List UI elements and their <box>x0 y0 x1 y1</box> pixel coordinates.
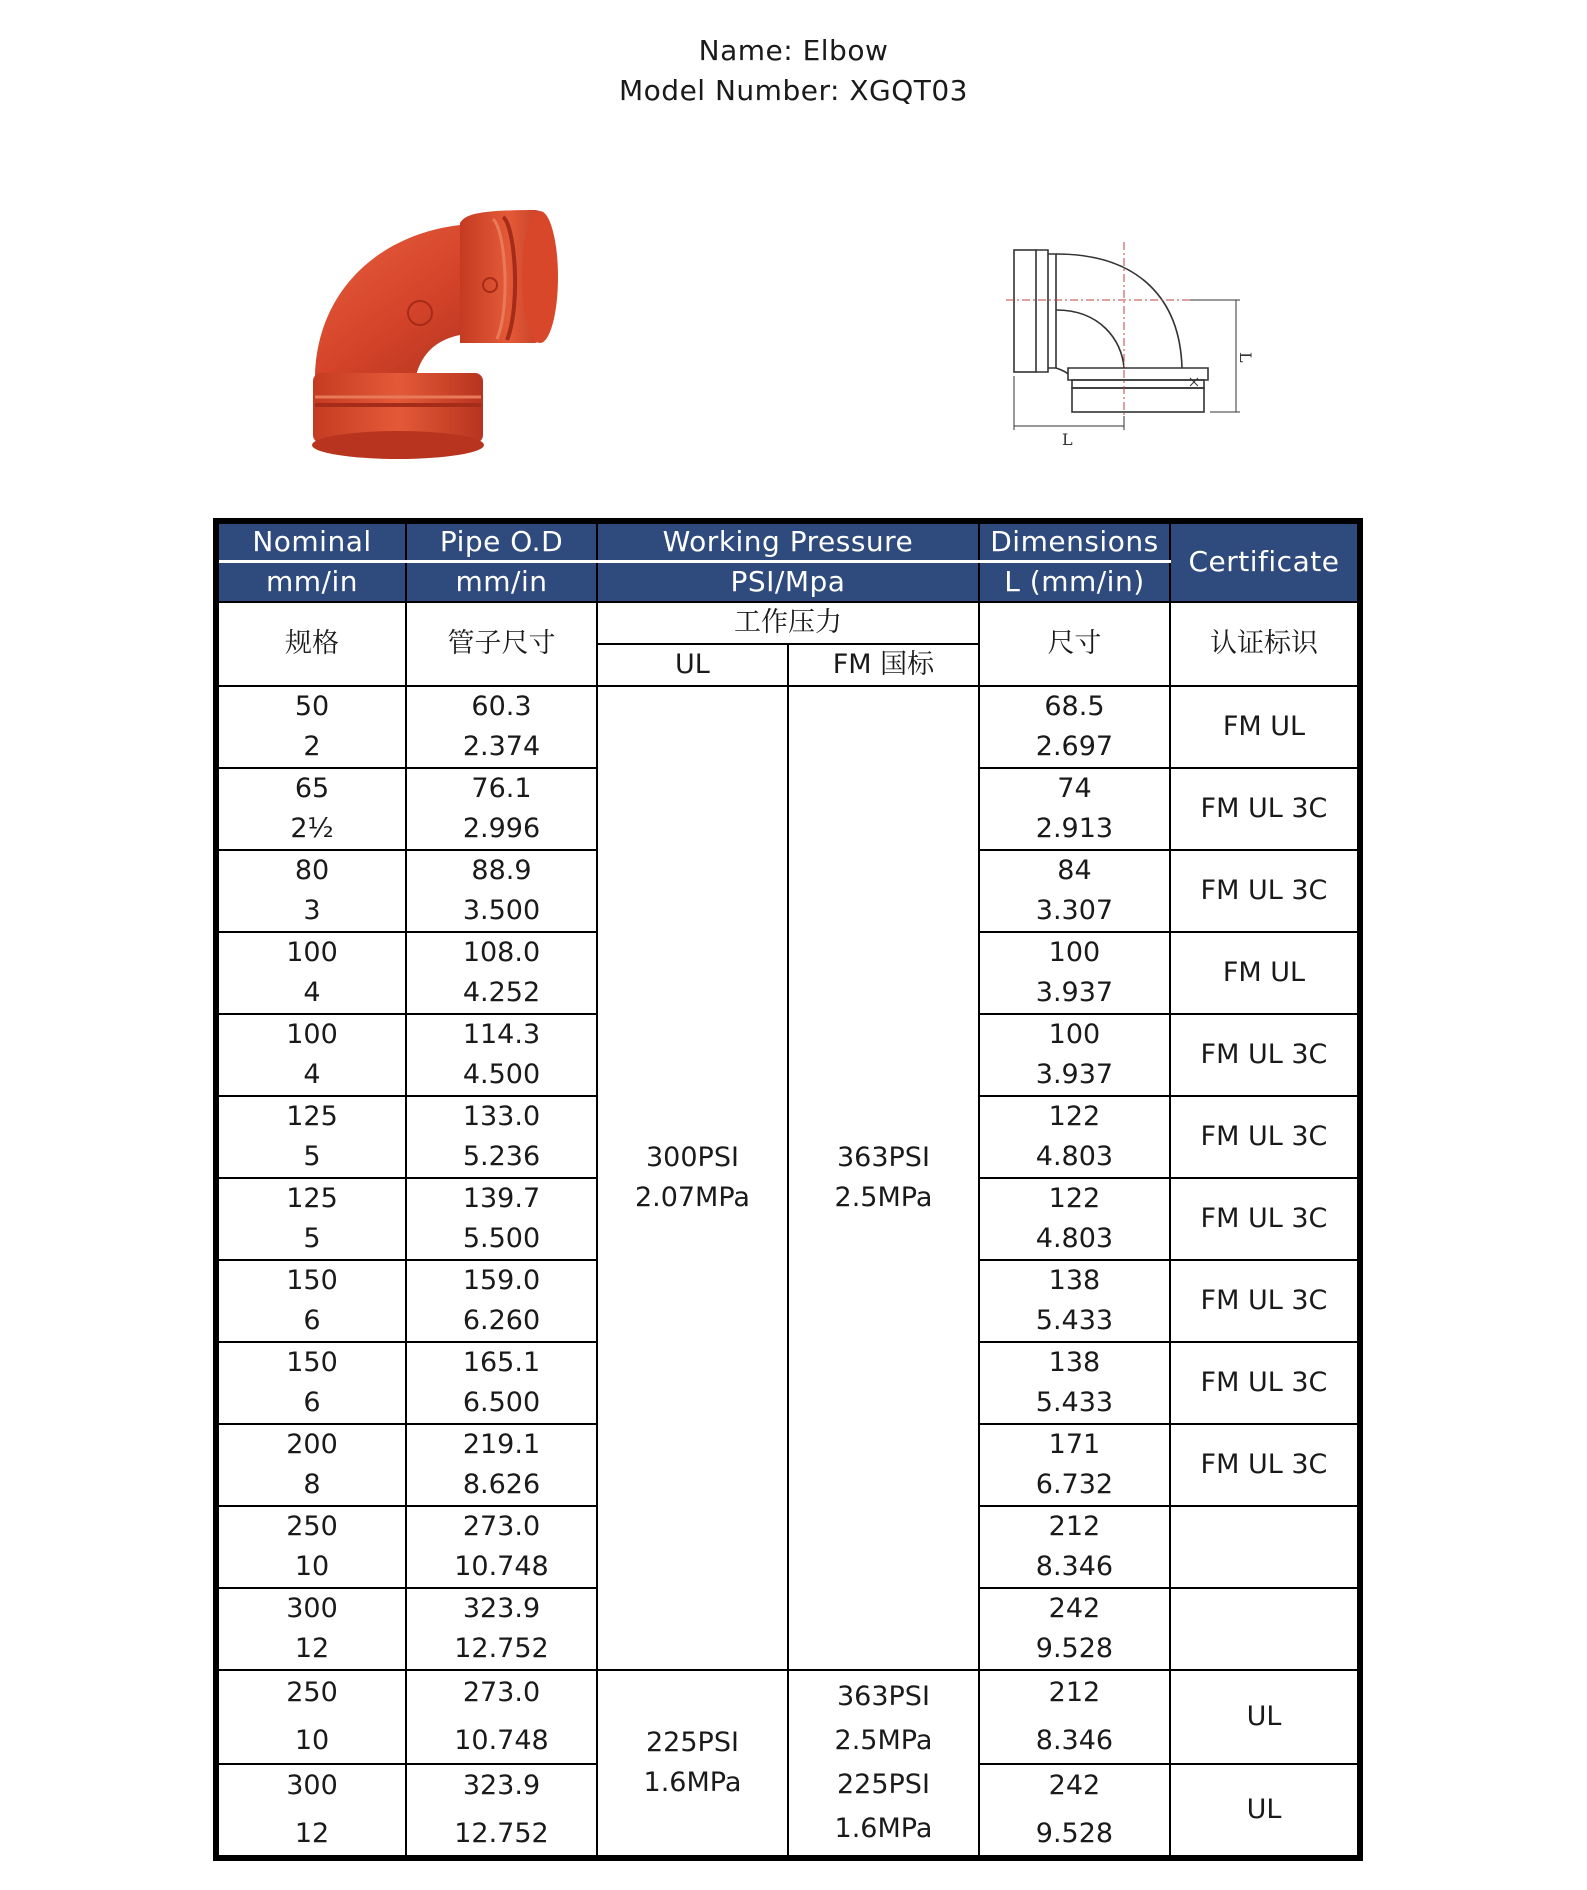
pressure-line: 1.6MPa <box>643 1766 742 1798</box>
cell-line: 5 <box>303 1140 321 1172</box>
cell-line: 2.913 <box>1035 812 1114 844</box>
cell-line: 3.937 <box>1035 1058 1114 1090</box>
cell-line: 122 <box>1048 1182 1101 1214</box>
cell-line: 125 <box>286 1182 338 1214</box>
cell-line: 5.500 <box>462 1222 541 1254</box>
cell-line: 9.528 <box>1035 1817 1114 1849</box>
pipe-od-cell <box>406 686 597 768</box>
cell-line: 6 <box>303 1304 321 1336</box>
nominal-header: Nominal <box>216 521 406 562</box>
cell-line: 242 <box>1048 1769 1101 1801</box>
certificate-cell: FM UL 3C <box>1170 768 1360 850</box>
dimensions-unit: L (mm/in) <box>979 562 1170 602</box>
cell-line: 159.0 <box>462 1264 541 1296</box>
cell-line: 6.500 <box>462 1386 541 1418</box>
cn-certificate: 认证标识 <box>1170 602 1360 686</box>
cell-line: 2½ <box>290 812 334 844</box>
cell-line: 212 <box>1048 1676 1101 1708</box>
model-number <box>0 74 1587 107</box>
cell-line: 12 <box>294 1632 330 1664</box>
certificate-cell: UL <box>1170 1670 1360 1764</box>
pressure-line: 363PSI <box>836 1680 930 1712</box>
certificate-cell: FM UL 3C <box>1170 1342 1360 1424</box>
certificate-cell <box>1170 1588 1360 1670</box>
nominal-cell <box>216 932 406 1014</box>
pipe-od-cell <box>406 1588 597 1670</box>
cell-line: 10 <box>294 1550 330 1582</box>
name-value: Elbow <box>802 34 889 67</box>
pressure-line: 2.5MPa <box>834 1724 933 1756</box>
cell-line: 2 <box>303 730 321 762</box>
model-value: XGQT03 <box>849 74 968 107</box>
cell-line: 9.528 <box>1035 1632 1114 1664</box>
nominal-cell <box>216 850 406 932</box>
cell-line: 242 <box>1048 1592 1101 1624</box>
cell-line: 2.697 <box>1035 730 1114 762</box>
cell-line: 250 <box>286 1510 338 1542</box>
dim-label-vertical: L <box>1236 352 1255 363</box>
cell-line: 212 <box>1048 1510 1101 1542</box>
cell-line: 122 <box>1048 1100 1101 1132</box>
cell-line: 10.748 <box>454 1724 549 1756</box>
nominal-unit: mm/in <box>216 562 406 602</box>
pressure-line: 2.5MPa <box>834 1181 933 1213</box>
certificate-cell: FM UL <box>1170 686 1360 768</box>
cell-line: 3.937 <box>1035 976 1114 1008</box>
dimension-cell <box>979 1764 1170 1858</box>
dimension-cell <box>979 768 1170 850</box>
cell-line: 6.260 <box>462 1304 541 1336</box>
cell-line: 8.626 <box>462 1468 541 1500</box>
model-label: Model Number: <box>619 74 840 107</box>
cell-line: 150 <box>286 1346 338 1378</box>
cell-line: 4.803 <box>1035 1140 1114 1172</box>
dimension-cell <box>979 932 1170 1014</box>
cell-line: 219.1 <box>462 1428 541 1460</box>
certificate-cell: FM UL 3C <box>1170 1260 1360 1342</box>
nominal-cell <box>216 1588 406 1670</box>
cell-line: 125 <box>286 1100 338 1132</box>
cell-line: 88.9 <box>471 854 532 886</box>
dimension-cell <box>979 1670 1170 1764</box>
pressure-line: 2.07MPa <box>634 1181 750 1213</box>
pressure-line: 1.6MPa <box>834 1812 933 1844</box>
pipe-od-unit: mm/in <box>406 562 597 602</box>
cell-line: 4.500 <box>462 1058 541 1090</box>
nominal-cell <box>216 686 406 768</box>
spec-table <box>213 518 1363 1861</box>
nominal-cell <box>216 1014 406 1096</box>
cell-line: 2.374 <box>462 730 541 762</box>
dimension-cell <box>979 1588 1170 1670</box>
pipe-od-cell <box>406 1764 597 1858</box>
nominal-cell <box>216 1260 406 1342</box>
cell-line: 6.732 <box>1035 1468 1114 1500</box>
cell-line: 200 <box>286 1428 338 1460</box>
cell-line: 10.748 <box>454 1550 549 1582</box>
cell-line: 2.996 <box>462 812 541 844</box>
pipe-od-cell <box>406 1506 597 1588</box>
cn-working-pressure: 工作压力 <box>597 602 979 644</box>
pipe-od-cell <box>406 768 597 850</box>
working-pressure-unit: PSI/Mpa <box>597 562 979 602</box>
dimension-cell <box>979 1178 1170 1260</box>
pressure-line: 363PSI <box>836 1141 930 1173</box>
cell-line: 12.752 <box>454 1817 549 1849</box>
table-row <box>216 1670 1360 1764</box>
pressure-line: 300PSI <box>646 1141 739 1173</box>
elbow-photo-icon <box>285 205 605 475</box>
dimension-cell <box>979 1014 1170 1096</box>
cell-line: 84 <box>1057 854 1092 886</box>
dim-label-horizontal: L <box>1062 430 1073 449</box>
cell-line: 273.0 <box>462 1676 541 1708</box>
cell-line: 3.500 <box>462 894 541 926</box>
dimension-cell <box>979 1506 1170 1588</box>
dimensions-header: Dimensions <box>979 521 1170 562</box>
cell-line: 68.5 <box>1044 690 1105 722</box>
pipe-od-cell <box>406 1670 597 1764</box>
cell-line: 50 <box>294 690 330 722</box>
cell-line: 108.0 <box>462 936 541 968</box>
cell-line: 139.7 <box>462 1182 541 1214</box>
cell-line: 8.346 <box>1035 1550 1114 1582</box>
cell-line: 4 <box>303 1058 321 1090</box>
certificate-cell: FM UL 3C <box>1170 1424 1360 1506</box>
pipe-od-cell <box>406 1014 597 1096</box>
cell-line: 60.3 <box>471 690 532 722</box>
cn-nominal: 规格 <box>216 602 406 686</box>
cell-line: 8.346 <box>1035 1724 1114 1756</box>
certificate-cell: FM UL 3C <box>1170 1014 1360 1096</box>
working-pressure-header: Working Pressure <box>597 521 979 562</box>
product-name <box>0 34 1587 67</box>
pipe-od-cell <box>406 1260 597 1342</box>
cell-line: 100 <box>286 1018 338 1050</box>
pipe-od-cell <box>406 1096 597 1178</box>
cell-line: 6 <box>303 1386 321 1418</box>
pipe-od-cell <box>406 850 597 932</box>
cell-line: 100 <box>1048 936 1101 968</box>
pipe-od-header: Pipe O.D <box>406 521 597 562</box>
cell-line: 138 <box>1048 1264 1101 1296</box>
cell-line: 80 <box>294 854 330 886</box>
cell-line: 12.752 <box>454 1632 549 1664</box>
nominal-cell <box>216 1670 406 1764</box>
nominal-cell <box>216 768 406 850</box>
cell-line: 114.3 <box>462 1018 541 1050</box>
dimension-cell <box>979 850 1170 932</box>
cell-line: 100 <box>286 936 338 968</box>
cn-fm: FM 国标 <box>788 644 979 686</box>
cn-pipe-od: 管子尺寸 <box>406 602 597 686</box>
cell-line: 5.433 <box>1035 1304 1114 1336</box>
cell-line: 74 <box>1057 772 1092 804</box>
certificate-cell: FM UL 3C <box>1170 1096 1360 1178</box>
pipe-od-cell <box>406 1424 597 1506</box>
dimension-cell <box>979 1260 1170 1342</box>
dimension-cell <box>979 1096 1170 1178</box>
cell-line: 323.9 <box>462 1592 541 1624</box>
certificate-cell <box>1170 1506 1360 1588</box>
cell-line: 3.307 <box>1035 894 1114 926</box>
pipe-od-cell <box>406 932 597 1014</box>
cell-line: 150 <box>286 1264 338 1296</box>
nominal-cell <box>216 1342 406 1424</box>
ul-pressure-cell <box>597 1670 788 1858</box>
fm-pressure-cell <box>788 686 979 1670</box>
cell-line: 12 <box>294 1817 330 1849</box>
cell-line: 65 <box>294 772 330 804</box>
certificate-cell: FM UL 3C <box>1170 850 1360 932</box>
cell-line: 5.236 <box>462 1140 541 1172</box>
nominal-cell <box>216 1096 406 1178</box>
certificate-cell: UL <box>1170 1764 1360 1858</box>
cell-line: 133.0 <box>462 1100 541 1132</box>
cell-line: 4.252 <box>462 976 541 1008</box>
cell-line: 5.433 <box>1035 1386 1114 1418</box>
ul-pressure-cell <box>597 686 788 1670</box>
cell-line: 323.9 <box>462 1769 541 1801</box>
cell-line: 273.0 <box>462 1510 541 1542</box>
table-row <box>216 686 1360 768</box>
dimension-cell <box>979 686 1170 768</box>
cell-line: 8 <box>303 1468 321 1500</box>
cell-line: 300 <box>286 1592 338 1624</box>
certificate-cell: FM UL <box>1170 932 1360 1014</box>
pressure-line: 225PSI <box>646 1726 739 1758</box>
pipe-od-cell <box>406 1342 597 1424</box>
fm-pressure-cell <box>788 1670 979 1858</box>
cell-line: 3 <box>303 894 321 926</box>
dimension-cell <box>979 1342 1170 1424</box>
nominal-cell <box>216 1764 406 1858</box>
pipe-od-cell <box>406 1178 597 1260</box>
nominal-cell <box>216 1178 406 1260</box>
cell-line: 10 <box>294 1724 330 1756</box>
nominal-cell <box>216 1506 406 1588</box>
cell-line: 100 <box>1048 1018 1101 1050</box>
name-label: Name: <box>698 34 794 67</box>
cell-line: 76.1 <box>471 772 532 804</box>
pressure-line: 225PSI <box>836 1768 930 1800</box>
dimension-cell <box>979 1424 1170 1506</box>
cn-dimensions: 尺寸 <box>979 602 1170 686</box>
cell-line: 138 <box>1048 1346 1101 1378</box>
elbow-dimension-drawing-icon <box>1000 240 1280 480</box>
certificate-header: Certificate <box>1170 521 1360 602</box>
cn-ul: UL <box>597 644 788 686</box>
cell-line: 171 <box>1048 1428 1101 1460</box>
cell-line: 165.1 <box>462 1346 541 1378</box>
certificate-cell: FM UL 3C <box>1170 1178 1360 1260</box>
cell-line: 4.803 <box>1035 1222 1114 1254</box>
cell-line: 4 <box>303 976 321 1008</box>
nominal-cell <box>216 1424 406 1506</box>
cell-line: 300 <box>286 1769 338 1801</box>
cell-line: 250 <box>286 1676 338 1708</box>
cell-line: 5 <box>303 1222 321 1254</box>
